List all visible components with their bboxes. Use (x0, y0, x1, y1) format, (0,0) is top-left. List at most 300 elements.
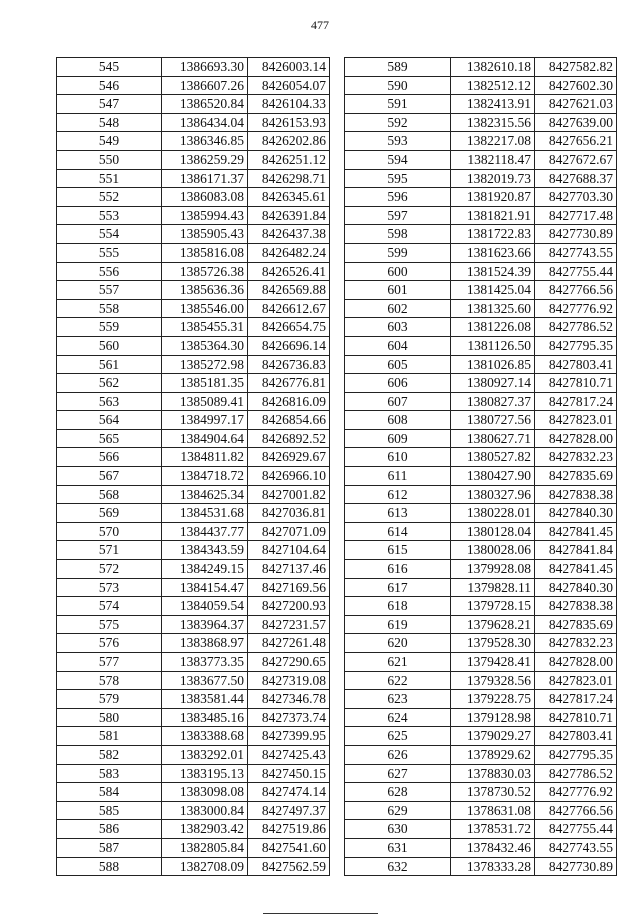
y-coordinate-cell: 8427104.64 (248, 541, 330, 560)
y-coordinate-cell: 8427582.82 (535, 58, 617, 77)
point-number-cell: 587 (57, 838, 162, 857)
x-coordinate-cell: 1379828.11 (451, 578, 535, 597)
x-coordinate-cell: 1385994.43 (162, 206, 248, 225)
point-number-cell: 559 (57, 318, 162, 337)
table-row (57, 485, 330, 504)
table-row (345, 634, 617, 653)
point-number-cell: 589 (345, 58, 451, 77)
y-coordinate-cell: 8427656.21 (535, 132, 617, 151)
point-number-cell: 618 (345, 597, 451, 616)
point-number-cell: 583 (57, 764, 162, 783)
table-row (345, 392, 617, 411)
x-coordinate-cell: 1383964.37 (162, 615, 248, 634)
y-coordinate-cell: 8426612.67 (248, 299, 330, 318)
table-row (57, 764, 330, 783)
x-coordinate-cell: 1380627.71 (451, 429, 535, 448)
table-row (345, 374, 617, 393)
point-number-cell: 581 (57, 727, 162, 746)
table-row (345, 690, 617, 709)
point-number-cell: 573 (57, 578, 162, 597)
point-number-cell: 582 (57, 745, 162, 764)
table-row (57, 336, 330, 355)
x-coordinate-cell: 1379528.30 (451, 634, 535, 653)
y-coordinate-cell: 8427841.84 (535, 541, 617, 560)
x-coordinate-cell: 1381126.50 (451, 336, 535, 355)
x-coordinate-cell: 1385726.38 (162, 262, 248, 281)
x-coordinate-cell: 1380727.56 (451, 411, 535, 430)
x-coordinate-cell: 1381026.85 (451, 355, 535, 374)
table-row (57, 467, 330, 486)
table-row (57, 653, 330, 672)
y-coordinate-cell: 8427399.95 (248, 727, 330, 746)
point-number-cell: 605 (345, 355, 451, 374)
x-coordinate-cell: 1379029.27 (451, 727, 535, 746)
x-coordinate-cell: 1383098.08 (162, 783, 248, 802)
x-coordinate-cell: 1383388.68 (162, 727, 248, 746)
y-coordinate-cell: 8427832.23 (535, 448, 617, 467)
point-number-cell: 576 (57, 634, 162, 653)
point-number-cell: 565 (57, 429, 162, 448)
x-coordinate-cell: 1379328.56 (451, 671, 535, 690)
y-coordinate-cell: 8427841.45 (535, 560, 617, 579)
table-row (345, 336, 617, 355)
x-coordinate-cell: 1385272.98 (162, 355, 248, 374)
table-row (57, 615, 330, 634)
x-coordinate-cell: 1383000.84 (162, 801, 248, 820)
x-coordinate-cell: 1384997.17 (162, 411, 248, 430)
point-number-cell: 615 (345, 541, 451, 560)
point-number-cell: 591 (345, 95, 451, 114)
y-coordinate-cell: 8427766.56 (535, 281, 617, 300)
table-row (345, 206, 617, 225)
x-coordinate-cell: 1385181.35 (162, 374, 248, 393)
table-row (57, 299, 330, 318)
point-number-cell: 619 (345, 615, 451, 634)
table-row (345, 783, 617, 802)
table-row (345, 318, 617, 337)
table-row (345, 411, 617, 430)
point-number-cell: 596 (345, 188, 451, 207)
point-number-cell: 549 (57, 132, 162, 151)
point-number-cell: 617 (345, 578, 451, 597)
x-coordinate-cell: 1381821.91 (451, 206, 535, 225)
y-coordinate-cell: 8427786.52 (535, 318, 617, 337)
point-number-cell: 567 (57, 467, 162, 486)
point-number-cell: 610 (345, 448, 451, 467)
x-coordinate-cell: 1380827.37 (451, 392, 535, 411)
x-coordinate-cell: 1384904.64 (162, 429, 248, 448)
point-number-cell: 612 (345, 485, 451, 504)
x-coordinate-cell: 1382903.42 (162, 820, 248, 839)
x-coordinate-cell: 1386083.08 (162, 188, 248, 207)
x-coordinate-cell: 1378631.08 (451, 801, 535, 820)
table-row (345, 541, 617, 560)
y-coordinate-cell: 8427828.00 (535, 429, 617, 448)
y-coordinate-cell: 8427290.65 (248, 653, 330, 672)
table-row (57, 560, 330, 579)
x-coordinate-cell: 1384154.47 (162, 578, 248, 597)
y-coordinate-cell: 8426569.88 (248, 281, 330, 300)
y-coordinate-cell: 8427071.09 (248, 522, 330, 541)
y-coordinate-cell: 8426345.61 (248, 188, 330, 207)
x-coordinate-cell: 1380028.06 (451, 541, 535, 560)
y-coordinate-cell: 8427803.41 (535, 355, 617, 374)
table-row (57, 262, 330, 281)
point-number-cell: 551 (57, 169, 162, 188)
x-coordinate-cell: 1384811.82 (162, 448, 248, 467)
table-row (57, 169, 330, 188)
x-coordinate-cell: 1384437.77 (162, 522, 248, 541)
x-coordinate-cell: 1386346.85 (162, 132, 248, 151)
point-number-cell: 588 (57, 857, 162, 876)
y-coordinate-cell: 8427810.71 (535, 374, 617, 393)
y-coordinate-cell: 8427730.89 (535, 857, 617, 876)
y-coordinate-cell: 8426482.24 (248, 243, 330, 262)
point-number-cell: 586 (57, 820, 162, 839)
x-coordinate-cell: 1380927.14 (451, 374, 535, 393)
table-row (345, 653, 617, 672)
x-coordinate-cell: 1379428.41 (451, 653, 535, 672)
x-coordinate-cell: 1380228.01 (451, 504, 535, 523)
table-row (345, 764, 617, 783)
x-coordinate-cell: 1380327.96 (451, 485, 535, 504)
x-coordinate-cell: 1383292.01 (162, 745, 248, 764)
y-coordinate-cell: 8426966.10 (248, 467, 330, 486)
table-row (57, 820, 330, 839)
table-row (345, 132, 617, 151)
table-row (345, 355, 617, 374)
x-coordinate-cell: 1378432.46 (451, 838, 535, 857)
x-coordinate-cell: 1385816.08 (162, 243, 248, 262)
x-coordinate-cell: 1384718.72 (162, 467, 248, 486)
point-number-cell: 554 (57, 225, 162, 244)
page-number: 477 (311, 18, 329, 32)
point-number-cell: 547 (57, 95, 162, 114)
table-row (57, 857, 330, 876)
point-number-cell: 579 (57, 690, 162, 709)
y-coordinate-cell: 8427425.43 (248, 745, 330, 764)
y-coordinate-cell: 8426003.14 (248, 58, 330, 77)
point-number-cell: 609 (345, 429, 451, 448)
point-number-cell: 571 (57, 541, 162, 560)
point-number-cell: 598 (345, 225, 451, 244)
point-number-cell: 584 (57, 783, 162, 802)
table-row (345, 708, 617, 727)
table-row (57, 429, 330, 448)
y-coordinate-cell: 8427803.41 (535, 727, 617, 746)
point-number-cell: 574 (57, 597, 162, 616)
point-number-cell: 621 (345, 653, 451, 672)
x-coordinate-cell: 1383485.16 (162, 708, 248, 727)
point-number-cell: 578 (57, 671, 162, 690)
point-number-cell: 546 (57, 76, 162, 95)
point-number-cell: 623 (345, 690, 451, 709)
x-coordinate-cell: 1384249.15 (162, 560, 248, 579)
x-coordinate-cell: 1381425.04 (451, 281, 535, 300)
table-row (345, 560, 617, 579)
table-row (345, 225, 617, 244)
table-row (57, 113, 330, 132)
y-coordinate-cell: 8427840.30 (535, 578, 617, 597)
x-coordinate-cell: 1382217.08 (451, 132, 535, 151)
y-coordinate-cell: 8427743.55 (535, 838, 617, 857)
y-coordinate-cell: 8426054.07 (248, 76, 330, 95)
point-number-cell: 604 (345, 336, 451, 355)
point-number-cell: 613 (345, 504, 451, 523)
y-coordinate-cell: 8427795.35 (535, 745, 617, 764)
y-coordinate-cell: 8426929.67 (248, 448, 330, 467)
point-number-cell: 631 (345, 838, 451, 857)
x-coordinate-cell: 1378929.62 (451, 745, 535, 764)
x-coordinate-cell: 1383677.50 (162, 671, 248, 690)
x-coordinate-cell: 1383581.44 (162, 690, 248, 709)
point-number-cell: 563 (57, 392, 162, 411)
y-coordinate-cell: 8427823.01 (535, 671, 617, 690)
point-number-cell: 570 (57, 522, 162, 541)
y-coordinate-cell: 8427319.08 (248, 671, 330, 690)
y-coordinate-cell: 8427835.69 (535, 615, 617, 634)
point-number-cell: 550 (57, 150, 162, 169)
y-coordinate-cell: 8427602.30 (535, 76, 617, 95)
x-coordinate-cell: 1384343.59 (162, 541, 248, 560)
y-coordinate-cell: 8427541.60 (248, 838, 330, 857)
point-number-cell: 545 (57, 58, 162, 77)
y-coordinate-cell: 8426736.83 (248, 355, 330, 374)
x-coordinate-cell: 1381920.87 (451, 188, 535, 207)
table-row (57, 690, 330, 709)
y-coordinate-cell: 8427817.24 (535, 690, 617, 709)
table-row (57, 522, 330, 541)
table-row (57, 448, 330, 467)
y-coordinate-cell: 8426776.81 (248, 374, 330, 393)
point-number-cell: 558 (57, 299, 162, 318)
table-row (57, 838, 330, 857)
table-row (345, 522, 617, 541)
point-number-cell: 632 (345, 857, 451, 876)
point-number-cell: 572 (57, 560, 162, 579)
point-number-cell: 577 (57, 653, 162, 672)
x-coordinate-cell: 1383773.35 (162, 653, 248, 672)
x-coordinate-cell: 1378333.28 (451, 857, 535, 876)
point-number-cell: 608 (345, 411, 451, 430)
point-number-cell: 628 (345, 783, 451, 802)
table-row (345, 615, 617, 634)
point-number-cell: 603 (345, 318, 451, 337)
table-row (345, 745, 617, 764)
x-coordinate-cell: 1379728.15 (451, 597, 535, 616)
x-coordinate-cell: 1381623.66 (451, 243, 535, 262)
point-number-cell: 627 (345, 764, 451, 783)
y-coordinate-cell: 8427497.37 (248, 801, 330, 820)
table-row (345, 150, 617, 169)
table-row (345, 58, 617, 77)
table-row (345, 820, 617, 839)
y-coordinate-cell: 8427828.00 (535, 653, 617, 672)
point-number-cell: 629 (345, 801, 451, 820)
x-coordinate-cell: 1381325.60 (451, 299, 535, 318)
table-row (345, 95, 617, 114)
x-coordinate-cell: 1383868.97 (162, 634, 248, 653)
table-row (345, 485, 617, 504)
y-coordinate-cell: 8426654.75 (248, 318, 330, 337)
point-number-cell: 575 (57, 615, 162, 634)
x-coordinate-cell: 1385364.30 (162, 336, 248, 355)
y-coordinate-cell: 8427817.24 (535, 392, 617, 411)
y-coordinate-cell: 8427838.38 (535, 597, 617, 616)
x-coordinate-cell: 1382019.73 (451, 169, 535, 188)
x-coordinate-cell: 1385636.36 (162, 281, 248, 300)
table-row (345, 504, 617, 523)
x-coordinate-cell: 1380427.90 (451, 467, 535, 486)
point-number-cell: 616 (345, 560, 451, 579)
coordinates-table-right (344, 57, 617, 876)
table-row (345, 578, 617, 597)
y-coordinate-cell: 8427562.59 (248, 857, 330, 876)
point-number-cell: 607 (345, 392, 451, 411)
x-coordinate-cell: 1386607.26 (162, 76, 248, 95)
y-coordinate-cell: 8427200.93 (248, 597, 330, 616)
table-row (57, 225, 330, 244)
point-number-cell: 630 (345, 820, 451, 839)
y-coordinate-cell: 8427450.15 (248, 764, 330, 783)
table-row (57, 783, 330, 802)
point-number-cell: 552 (57, 188, 162, 207)
x-coordinate-cell: 1382805.84 (162, 838, 248, 857)
table-row (345, 429, 617, 448)
table-row (345, 243, 617, 262)
x-coordinate-cell: 1379128.98 (451, 708, 535, 727)
x-coordinate-cell: 1382610.18 (451, 58, 535, 77)
table-row (345, 801, 617, 820)
footer-rule (263, 913, 378, 914)
point-number-cell: 592 (345, 113, 451, 132)
point-number-cell: 556 (57, 262, 162, 281)
table-row (345, 169, 617, 188)
table-row (57, 597, 330, 616)
table-row (57, 150, 330, 169)
point-number-cell: 620 (345, 634, 451, 653)
y-coordinate-cell: 8427036.81 (248, 504, 330, 523)
y-coordinate-cell: 8427373.74 (248, 708, 330, 727)
table-row (57, 745, 330, 764)
x-coordinate-cell: 1381524.39 (451, 262, 535, 281)
y-coordinate-cell: 8427823.01 (535, 411, 617, 430)
point-number-cell: 599 (345, 243, 451, 262)
y-coordinate-cell: 8427639.00 (535, 113, 617, 132)
table-row (345, 857, 617, 876)
table-row (345, 727, 617, 746)
table-row (57, 318, 330, 337)
y-coordinate-cell: 8427474.14 (248, 783, 330, 802)
y-coordinate-cell: 8427755.44 (535, 820, 617, 839)
table-row (57, 801, 330, 820)
point-number-cell: 560 (57, 336, 162, 355)
y-coordinate-cell: 8426526.41 (248, 262, 330, 281)
table-row (345, 838, 617, 857)
point-number-cell: 594 (345, 150, 451, 169)
table-row (57, 132, 330, 151)
point-number-cell: 561 (57, 355, 162, 374)
x-coordinate-cell: 1380527.82 (451, 448, 535, 467)
table-row (57, 243, 330, 262)
y-coordinate-cell: 8427810.71 (535, 708, 617, 727)
x-coordinate-cell: 1385546.00 (162, 299, 248, 318)
point-number-cell: 568 (57, 485, 162, 504)
table-row (57, 541, 330, 560)
x-coordinate-cell: 1385455.31 (162, 318, 248, 337)
y-coordinate-cell: 8427795.35 (535, 336, 617, 355)
point-number-cell: 580 (57, 708, 162, 727)
point-number-cell: 562 (57, 374, 162, 393)
table-row (345, 76, 617, 95)
y-coordinate-cell: 8426854.66 (248, 411, 330, 430)
x-coordinate-cell: 1378730.52 (451, 783, 535, 802)
table-row (57, 504, 330, 523)
y-coordinate-cell: 8427261.48 (248, 634, 330, 653)
table-row (345, 299, 617, 318)
table-row (345, 188, 617, 207)
x-coordinate-cell: 1383195.13 (162, 764, 248, 783)
table-row (57, 206, 330, 225)
y-coordinate-cell: 8427717.48 (535, 206, 617, 225)
point-number-cell: 566 (57, 448, 162, 467)
table-row (345, 262, 617, 281)
x-coordinate-cell: 1384531.68 (162, 504, 248, 523)
y-coordinate-cell: 8427231.57 (248, 615, 330, 634)
x-coordinate-cell: 1382512.12 (451, 76, 535, 95)
point-number-cell: 602 (345, 299, 451, 318)
point-number-cell: 548 (57, 113, 162, 132)
table-row (57, 281, 330, 300)
y-coordinate-cell: 8427730.89 (535, 225, 617, 244)
table-row (57, 374, 330, 393)
table-row (345, 671, 617, 690)
y-coordinate-cell: 8427841.45 (535, 522, 617, 541)
y-coordinate-cell: 8427672.67 (535, 150, 617, 169)
y-coordinate-cell: 8427743.55 (535, 243, 617, 262)
y-coordinate-cell: 8427840.30 (535, 504, 617, 523)
y-coordinate-cell: 8427346.78 (248, 690, 330, 709)
table-row (57, 76, 330, 95)
x-coordinate-cell: 1386259.29 (162, 150, 248, 169)
point-number-cell: 593 (345, 132, 451, 151)
table-row (57, 671, 330, 690)
point-number-cell: 564 (57, 411, 162, 430)
table-row (57, 188, 330, 207)
x-coordinate-cell: 1384059.54 (162, 597, 248, 616)
y-coordinate-cell: 8426391.84 (248, 206, 330, 225)
y-coordinate-cell: 8427755.44 (535, 262, 617, 281)
table-row (57, 411, 330, 430)
x-coordinate-cell: 1384625.34 (162, 485, 248, 504)
point-number-cell: 597 (345, 206, 451, 225)
y-coordinate-cell: 8427703.30 (535, 188, 617, 207)
y-coordinate-cell: 8427688.37 (535, 169, 617, 188)
x-coordinate-cell: 1382118.47 (451, 150, 535, 169)
x-coordinate-cell: 1381722.83 (451, 225, 535, 244)
point-number-cell: 622 (345, 671, 451, 690)
x-coordinate-cell: 1379628.21 (451, 615, 535, 634)
x-coordinate-cell: 1381226.08 (451, 318, 535, 337)
x-coordinate-cell: 1378830.03 (451, 764, 535, 783)
x-coordinate-cell: 1382413.91 (451, 95, 535, 114)
x-coordinate-cell: 1386520.84 (162, 95, 248, 114)
table-row (345, 597, 617, 616)
y-coordinate-cell: 8426298.71 (248, 169, 330, 188)
table-row (57, 95, 330, 114)
table-row (57, 392, 330, 411)
y-coordinate-cell: 8427776.92 (535, 299, 617, 318)
